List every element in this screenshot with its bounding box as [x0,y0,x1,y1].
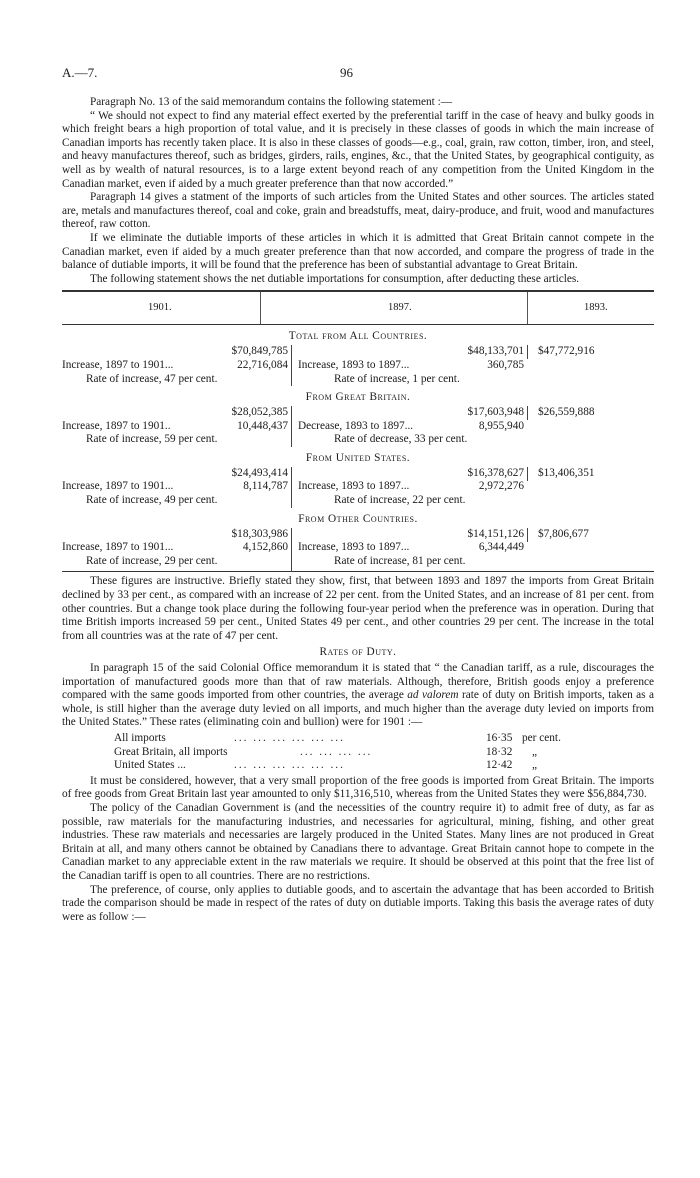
change-label: Increase, 1893 to 1897... [298,358,410,371]
rate-value: 12·42 [486,759,513,772]
section-heading-rates-of-duty: Rates of Duty. [319,646,397,659]
section-title: From Other Countries. [298,512,418,525]
table-row [62,555,654,569]
rate-label: Great Britain, all imports [114,745,228,758]
paragraph: The following statement shows the net dutiable importations for consumption, after deducting these articles. [90,272,580,285]
change-label: Increase, 1893 to 1897... [298,541,410,554]
change-amount: 2,972,276 [478,480,524,493]
page-number: 96 [340,65,353,80]
value-1893: $7,806,677 [538,527,589,540]
table-row [62,406,654,420]
change-amount: 22,716,084 [237,358,288,371]
rate-value: 18·32 [486,745,513,758]
rate-unit: per cent. [522,731,561,744]
leader-dots: ... ... ... ... ... ... [234,759,345,772]
table-row [62,433,654,447]
document-body [62,96,654,924]
column-header-1901: 1901. [148,302,172,314]
paragraph: The policy of the Canadian Government is (and the necessities of the country require it) to admit free of duty, as far as possible, raw materials for the manufacturing industries, and necessaries for agricultural, mining, fishing, and other great industries. These raw materials and necessaries are largely produced in the United States. Many lines are not produced in Great Britain at all, and many others cannot be obtained by Canadians there to advantage. Great Britain cannot hope to compete in the Canadian market to any appreciable extent in the raw materials we require. It should be observed at this point that the free list of the Canadian tariff is open to all countries. There are no restrictions. [62,801,654,882]
value-1893: $26,559,888 [538,406,595,419]
table-bottom-rule [62,571,654,572]
value-1893: $47,772,916 [538,345,595,358]
rate-text: Rate of increase, 81 per cent. [334,554,466,567]
change-label: Increase, 1897 to 1901... [62,541,174,554]
paragraph: If we eliminate the dutiable imports of these articles in which it is admitted that Great Britain cannot compete in the Canadian market, even if aided by a much greater preference than that now accorded, and compare the progress of trade in the balance of dutiable imports, it will be found that the preference has been of substantial advantage to Great Britain. [62,231,654,272]
text-run: In paragraph 15 of the said Colonial Office memorandum it is stated that “ the Canadian tariff, as a rule, discourages the importation of manufactured goods more than that of raw materials. Although, therefore, British goods enjoy a preference compared with the same goods imported from other countries, the average [62,662,654,702]
column-header-1897: 1897. [388,302,412,314]
section-title: Total from All Countries. [288,330,428,343]
rate-text: Rate of increase, 49 per cent. [86,494,218,507]
value-1901: $24,493,414 [231,466,288,479]
value-1901: $70,849,785 [231,345,288,358]
leader-dots: ... ... ... ... [300,745,373,758]
table-row [62,359,654,373]
column-divider [260,292,261,324]
paragraph: The preference, of course, only applies to dutiable goods, and to ascertain the advantage that has been accorded to British trade the comparison should be made in respect of the rates of duty on dutiable imports. Taking this basis the average rates of duty were as follow :— [62,883,654,923]
rate-text: Rate of increase, 47 per cent. [86,372,218,385]
rate-unit: „ [532,759,538,772]
rate-text: Rate of increase, 29 per cent. [86,554,218,567]
change-amount: 360,785 [487,358,524,371]
paragraph: These figures are instructive. Briefly stated they show, first, that between 1893 and 1897 the imports from Great Britain declined by 33 per cent., as compared with an increase of 22 per cent. from the United States, and an increase of 81 per cent. from other countries. But a change took place during the following four-year period when the preference was in operation. During that time British imports increased 59 per cent., United States 49 per cent., and other countries 29 per cent. The increase in the total from all countries was at the rate of 47 per cent. [62,575,654,642]
table-row [62,541,654,555]
text-run: rate of duty on British imports, taken as a whole, is still higher than the average duty levied on all imports, and much higher than the average duty levied on imports from the United States.” These rates (eliminating coin and bullion) were for 1901 :— [62,689,654,729]
change-label: Increase, 1897 to 1901.. [62,419,171,432]
list-item [114,732,594,746]
rate-value: 16·35 [486,731,513,744]
value-1897: $48,133,701 [467,345,524,358]
page-header-reference: A.—7. [62,65,98,80]
quotation-paragraph: “ We should not expect to find any material effect exerted by the preferential tariff in the case of heavy and bulky goods in which freight bears a high proportion of total value, and it is precisely in these classes of goods in which the main increase of Canadian imports has recently taken place. It is also in these classes of goods—e.g., coal, grain, raw cotton, timber, iron, and steel, and heavy manufactures thereof, such as bridges, girders, rails, engines, &c., that the United States, by geographical contiguity, as well as by wealth of natural resources, is to a large extent beyond reach of any competition from the United Kingdom in the Canadian market, even if aided by a much greater preference than that now accorded.” [62,109,654,190]
rate-unit: „ [532,745,538,758]
section-title: From Great Britain. [305,391,411,404]
list-item [114,746,594,760]
change-amount: 8,955,940 [478,419,524,432]
column-divider [527,292,528,324]
change-label: Increase, 1897 to 1901... [62,480,174,493]
value-1897: $14,151,126 [467,527,524,540]
rate-label: All imports [114,731,166,744]
table-row [62,480,654,494]
paragraph: Paragraph No. 13 of the said memorandum contains the following statement :— [90,96,453,108]
rate-text: Rate of increase, 1 per cent. [334,372,460,385]
paragraph: It must be considered, however, that a very small proportion of the free goods is imported from Great Britain. The imports of free goods from Great Britain last year amounted to only $11,316,510, whereas from the United States they were $56,884,730. [62,774,654,801]
value-1901: $18,303,986 [231,527,288,540]
change-label: Decrease, 1893 to 1897... [298,419,414,432]
table-row [62,494,654,508]
leader-dots: ... ... ... ... ... ... [234,731,345,744]
section-title: From United States. [305,451,411,464]
table-section-great-britain [62,386,654,447]
rate-text: Rate of increase, 59 per cent. [86,433,218,446]
table-header-row [62,292,654,325]
column-header-1893: 1893. [584,302,608,314]
rate-text: Rate of decrease, 33 per cent. [334,433,468,446]
paragraph: Paragraph 14 gives a statment of the imports of such articles from the United States and other sources. The articles stated are, metals and manufactures thereof, coal and coke, grain and breadstuffs, meat, dairy-produce, and fruit, wood and manufactures thereof, raw cotton. [62,191,654,231]
change-label: Increase, 1897 to 1901... [62,358,174,371]
table-section-total [62,325,654,386]
paragraph [62,662,654,730]
change-amount: 6,344,449 [478,541,524,554]
table-row [62,345,654,359]
change-amount: 10,448,437 [237,419,288,432]
table-section-united-states [62,447,654,508]
change-amount: 8,114,787 [243,480,288,493]
value-1897: $17,603,948 [467,406,524,419]
value-1897: $16,378,627 [467,466,524,479]
change-label: Increase, 1893 to 1897... [298,480,410,493]
change-amount: 4,152,860 [242,541,288,554]
value-1893: $13,406,351 [538,466,595,479]
rate-label: United States ... [114,759,186,772]
table-section-other-countries [62,508,654,569]
table-row [62,373,654,387]
table-row [62,467,654,481]
value-1901: $28,052,385 [231,406,288,419]
table-row [62,420,654,434]
rate-text: Rate of increase, 22 per cent. [334,494,466,507]
list-item [114,759,594,773]
table-row [62,528,654,542]
rates-list [114,732,594,773]
italic-text: ad valorem [407,689,459,702]
imports-table [62,290,654,572]
